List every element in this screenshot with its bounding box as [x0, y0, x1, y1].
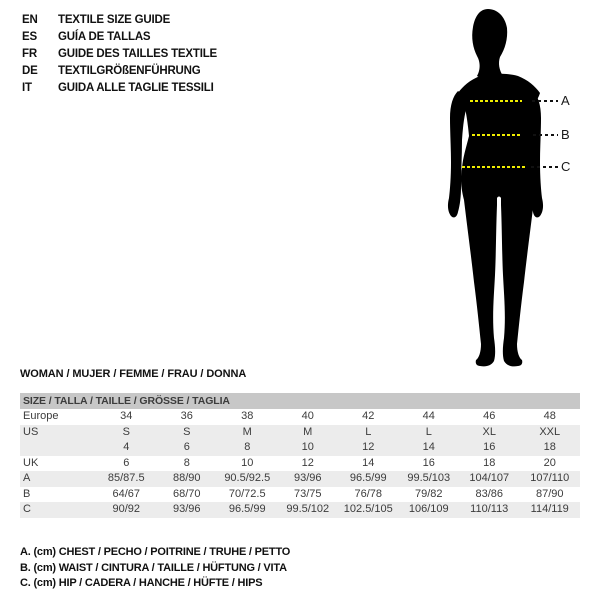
size-cell: 6	[183, 441, 190, 453]
size-cell: 107/110	[530, 472, 570, 484]
size-cell: 90/92	[112, 503, 141, 515]
language-code: FR	[22, 48, 37, 60]
size-cell: 48	[543, 410, 556, 422]
language-title: TEXTILGRÖßENFÜHRUNG	[58, 65, 201, 77]
size-cell: 68/70	[172, 487, 201, 500]
hip-pointer-dash	[531, 166, 558, 168]
language-title-list	[22, 12, 217, 97]
size-cell: 79/82	[414, 487, 443, 500]
size-cell: XL	[482, 425, 496, 438]
size-cell: 64/67	[112, 487, 141, 500]
size-cell: L	[425, 425, 432, 438]
table-row-a	[20, 471, 580, 487]
size-cell: 42	[362, 410, 375, 422]
size-table	[20, 393, 580, 518]
marker-label-B: B	[561, 127, 570, 142]
size-cell: 96.5/99	[349, 472, 387, 484]
size-cell: 18	[483, 456, 496, 469]
legend-row-a: A. (cm) CHEST / PECHO / POITRINE / TRUHE / PETTO	[20, 546, 291, 558]
language-row-es	[22, 29, 217, 46]
size-cell: L	[365, 425, 372, 438]
size-cell: 40	[301, 410, 314, 422]
chest-pointer-dash	[532, 100, 558, 102]
measurement-legend	[20, 545, 290, 592]
size-cell: 99.5/102	[286, 503, 330, 515]
woman-silhouette	[430, 0, 570, 380]
size-cell: 102.5/105	[343, 503, 393, 515]
size-table-header: SIZE / TALLA / TAILLE / GRÖSSE / TAGLIA	[20, 393, 580, 409]
row-label: A	[23, 472, 31, 484]
size-cell: 87/90	[535, 487, 564, 500]
size-cell: 16	[483, 441, 496, 453]
marker-label-A: A	[561, 93, 570, 108]
size-cell: 10	[301, 441, 314, 453]
size-cell: 99.5/103	[407, 472, 451, 484]
size-cell: 34	[120, 410, 133, 422]
size-cell: 20	[543, 456, 556, 469]
language-title: TEXTILE SIZE GUIDE	[58, 14, 171, 26]
size-cell: 4	[123, 441, 130, 453]
size-cell: 73/75	[293, 487, 322, 500]
size-cell: 44	[422, 410, 435, 422]
legend-row-c: C. (cm) HIP / CADERA / HANCHE / HÜFTE / HIPS	[20, 577, 263, 589]
waist-pointer-dash	[533, 134, 558, 136]
size-cell: 36	[180, 410, 193, 422]
size-cell: 85/87.5	[107, 472, 145, 484]
language-row-it	[22, 80, 217, 97]
size-cell: S	[183, 425, 191, 438]
table-row-c	[20, 502, 580, 518]
table-row-b	[20, 487, 580, 503]
row-label	[20, 440, 96, 456]
size-cell: 70/72.5	[228, 487, 266, 500]
row-label: B	[23, 487, 31, 500]
section-title: WOMAN / MUJER / FEMME / FRAU / DONNA	[20, 368, 247, 380]
legend-row-b: B. (cm) WAIST / CINTURA / TAILLE / HÜFTUNG / VITA	[20, 561, 287, 574]
size-cell: XXL	[539, 425, 561, 438]
table-row-uk	[20, 456, 580, 472]
silhouette-head	[472, 9, 507, 79]
size-cell: 114/119	[530, 503, 569, 515]
language-code: EN	[22, 14, 38, 26]
size-cell: 104/107	[469, 472, 510, 484]
size-cell: S	[122, 425, 130, 438]
size-cell: 110/113	[470, 503, 509, 515]
marker-label-C: C	[561, 159, 571, 174]
language-title: GUÍA DE TALLAS	[58, 31, 151, 43]
size-cell: 46	[483, 410, 496, 422]
row-label: US	[23, 425, 39, 438]
language-code: ES	[22, 31, 37, 43]
table-row-us-numeric	[20, 440, 580, 456]
size-table-body	[20, 409, 580, 518]
size-cell: 16	[422, 456, 435, 469]
size-cell: 93/96	[172, 503, 201, 515]
language-code: IT	[22, 82, 32, 94]
size-cell: 10	[241, 456, 254, 469]
language-code: DE	[22, 65, 38, 77]
language-row-en	[22, 12, 217, 29]
language-row-fr	[22, 46, 217, 63]
waist-dash-line	[472, 134, 522, 136]
size-cell: 8	[183, 456, 190, 469]
size-cell: M	[242, 425, 252, 438]
size-cell: 106/109	[408, 503, 449, 515]
size-cell: 18	[543, 441, 556, 453]
row-label: UK	[23, 456, 39, 469]
row-label: C	[23, 503, 31, 515]
size-cell: 96.5/99	[228, 503, 266, 515]
size-cell: 76/78	[354, 487, 383, 500]
size-cell: 12	[362, 441, 375, 453]
size-cell: 88/90	[172, 472, 201, 484]
language-row-de	[22, 63, 217, 80]
chest-dash-line	[470, 100, 522, 102]
row-label: Europe	[23, 410, 59, 422]
size-cell: 83/86	[475, 487, 504, 500]
size-cell: 38	[241, 410, 254, 422]
hip-dash-line	[462, 166, 526, 168]
size-cell: 90.5/92.5	[224, 472, 271, 484]
size-cell: 6	[123, 456, 130, 469]
size-cell: 93/96	[293, 472, 322, 484]
size-cell: 12	[301, 456, 314, 469]
language-title: GUIDE DES TAILLES TEXTILE	[58, 48, 217, 60]
size-cell: 14	[422, 441, 435, 453]
size-cell: M	[303, 425, 313, 438]
language-title: GUIDA ALLE TAGLIE TESSILI	[58, 82, 214, 94]
size-cell: 8	[244, 441, 251, 453]
size-cell: 14	[362, 456, 375, 469]
table-row-europe	[20, 409, 580, 425]
table-row-us	[20, 425, 580, 441]
